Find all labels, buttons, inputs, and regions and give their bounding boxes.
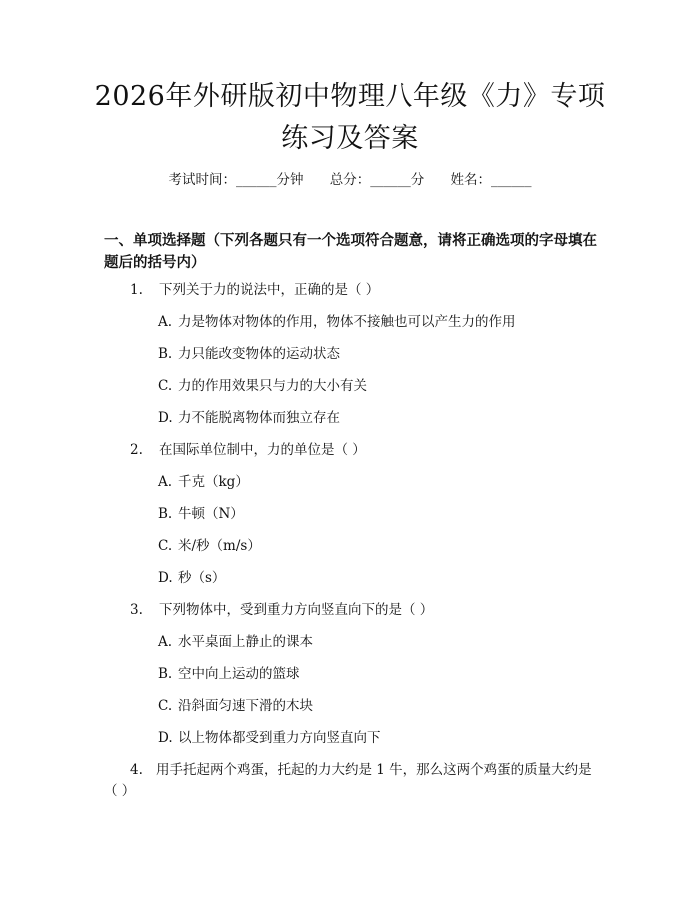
option-3b <box>158 664 300 684</box>
document-title: 2026年外研版初中物理八年级《力》专项练习及答案 <box>94 81 606 154</box>
option-text: 力的作用效果只与力的大小有关 <box>178 378 367 394</box>
option-3c <box>158 696 313 716</box>
exam-time-label: 考试时间：______分钟 <box>168 172 304 188</box>
exam-info-line <box>0 168 700 188</box>
option-text: 水平桌面上静止的课本 <box>178 634 313 650</box>
option-letter: B. <box>158 506 173 522</box>
option-letter: A. <box>158 634 173 650</box>
option-letter: D. <box>158 570 173 586</box>
question-number: 1. <box>130 282 143 298</box>
option-text: 米/秒（m/s） <box>178 538 261 554</box>
option-1b <box>158 344 340 364</box>
section-heading: 一、单项选择题（下列各题只有一个选项符合题意，请将正确选项的字母填在题后的括号内） <box>104 233 597 271</box>
option-text: 空中向上运动的篮球 <box>178 666 300 682</box>
question-3 <box>130 600 433 620</box>
option-letter: C. <box>158 698 173 714</box>
option-letter: C. <box>158 538 173 554</box>
option-letter: A. <box>158 314 173 330</box>
student-name-label: 姓名：______ <box>450 172 532 188</box>
option-text: 力不能脱离物体而独立存在 <box>178 410 340 426</box>
option-letter: D. <box>158 410 173 426</box>
option-1a <box>158 312 516 332</box>
question-number: 4. <box>130 762 143 778</box>
option-1c <box>158 376 367 396</box>
option-2d <box>158 568 225 588</box>
option-text: 千克（kg） <box>178 474 249 490</box>
option-text: 秒（s） <box>178 570 226 586</box>
question-text: 下列物体中，受到重力方向竖直向下的是（ ） <box>159 602 434 618</box>
option-3d <box>158 728 381 748</box>
option-letter: C. <box>158 378 173 394</box>
option-3a <box>158 632 313 652</box>
option-text: 牛顿（N） <box>178 506 244 522</box>
option-2b <box>158 504 244 524</box>
option-letter: B. <box>158 346 173 362</box>
option-1d <box>158 408 340 428</box>
question-2 <box>130 440 366 460</box>
option-letter: A. <box>158 474 173 490</box>
question-number: 3. <box>130 602 143 618</box>
question-text: 在国际单位制中，力的单位是（ ） <box>159 442 366 458</box>
option-letter: B. <box>158 666 173 682</box>
option-text: 力只能改变物体的运动状态 <box>178 346 340 362</box>
option-text: 以上物体都受到重力方向竖直向下 <box>178 730 381 746</box>
question-1 <box>130 280 379 300</box>
question-number: 2. <box>130 442 143 458</box>
option-letter: D. <box>158 730 173 746</box>
option-text: 沿斜面匀速下滑的木块 <box>178 698 313 714</box>
option-text: 力是物体对物体的作用，物体不接触也可以产生力的作用 <box>178 314 516 330</box>
question-4 <box>104 760 604 802</box>
question-text: 下列关于力的说法中，正确的是（ ） <box>159 282 380 298</box>
question-text: 用手托起两个鸡蛋，托起的力大约是 1 牛，那么这两个鸡蛋的质量大约是（ ） <box>104 762 592 799</box>
total-score-label: 总分：______分 <box>329 172 425 188</box>
option-2c <box>158 536 261 556</box>
option-2a <box>158 472 249 492</box>
